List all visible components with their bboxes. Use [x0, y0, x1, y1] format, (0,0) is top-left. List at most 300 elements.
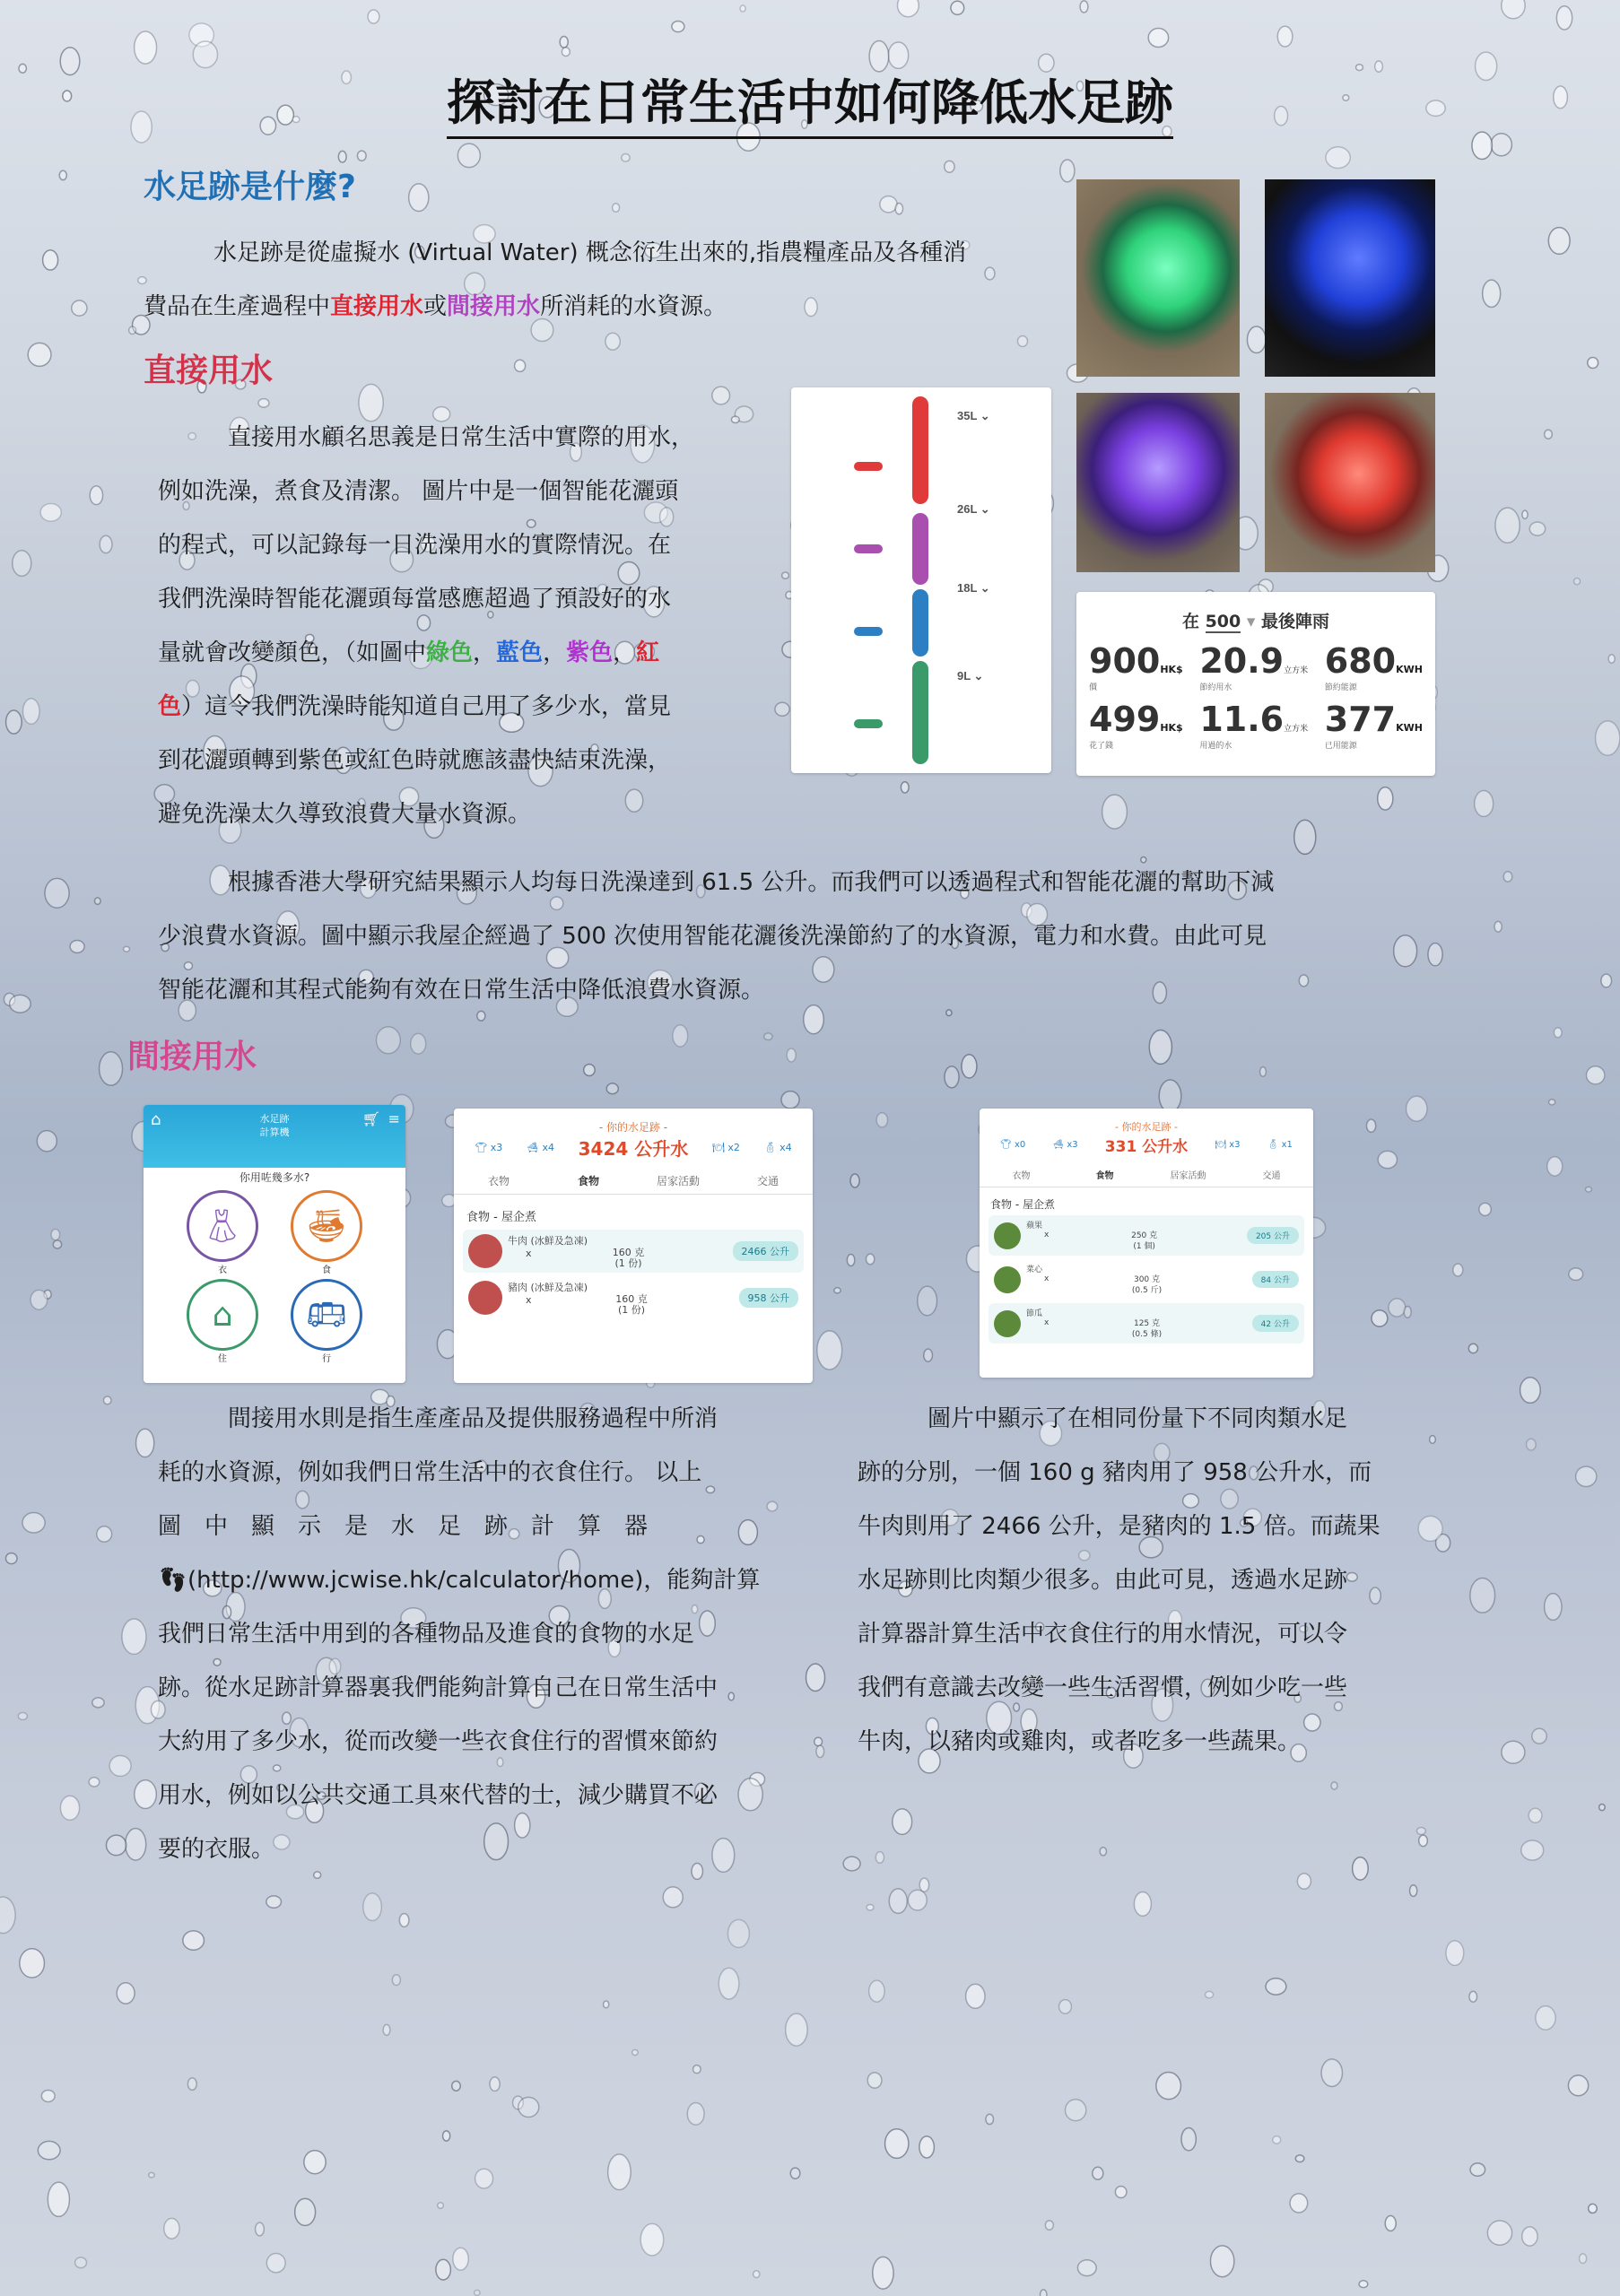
times-sign: x [1044, 1231, 1050, 1239]
water-level-gauge [791, 387, 1051, 773]
raindrop [1468, 1344, 1477, 1352]
raindrop [753, 2271, 760, 2278]
comparison-line: 圖片中顯示了在相同份量下不同肉類水足 [928, 1405, 1348, 1432]
raindrop [357, 151, 366, 161]
food-item-list [454, 1230, 813, 1319]
raindrop [1156, 2073, 1181, 2100]
raindrop [117, 1983, 135, 2004]
raindrop [1608, 655, 1615, 663]
bus-icon: 🚌︎ [291, 1279, 362, 1351]
water-amount-badge: 2466 公升 [733, 1241, 799, 1261]
research-line: 少浪費水資源。圖中顯示我屋企經過了 500 次使用智能花灑後洗澡節約了的水資源，電力和水費。由此可見 [158, 923, 1267, 950]
raindrop [1385, 2216, 1396, 2231]
raindrop [1206, 1991, 1214, 1997]
raindrop [1417, 1827, 1426, 1834]
raindrop [1502, 0, 1525, 19]
raindrop [1290, 2194, 1308, 2213]
raindrop [1410, 1885, 1417, 1897]
raindrop [187, 2078, 196, 2090]
raindrop [1247, 326, 1266, 353]
cart-icon[interactable]: 🛒︎ [361, 1110, 380, 1127]
savings-stats-card [1076, 592, 1435, 776]
raindrop [1470, 1578, 1495, 1613]
raindrop [606, 1083, 618, 1094]
raindrop [1588, 358, 1598, 369]
raindrop [1378, 787, 1393, 810]
raindrop [1404, 1307, 1411, 1318]
heading-indirect-water: 間接用水 [127, 1039, 257, 1075]
indirect-line: 跡。從水足跡計算器裏我們能夠計算自己在日常生活中 [158, 1674, 719, 1701]
raindrop [20, 1949, 45, 1978]
raindrop [97, 1526, 112, 1542]
raindrop [1483, 280, 1501, 307]
raindrop [266, 1896, 282, 1908]
stats-header: 在 500 ▾ 最後陣雨 [1181, 612, 1330, 631]
raindrop [782, 572, 789, 578]
raindrop [1586, 1187, 1592, 1192]
raindrop [457, 144, 480, 168]
food-quantity: 125 克 (0.5 條) [1131, 1319, 1163, 1339]
raindrop [719, 1968, 739, 1999]
raindrop [164, 2218, 179, 2239]
raindrop [89, 1778, 100, 1787]
water-amount-badge: 84 公升 [1252, 1271, 1299, 1288]
raindrop [126, 1829, 146, 1860]
times-sign: x [1044, 1274, 1050, 1283]
raindrop [901, 782, 909, 793]
tab-food[interactable]: 食物 [577, 1175, 599, 1187]
shower-head-red-photo [1265, 393, 1435, 572]
raindrop [781, 1091, 799, 1109]
raindrop [438, 2203, 444, 2208]
raindrop [0, 1897, 15, 1934]
raindrop [1494, 921, 1502, 932]
raindrop [806, 1664, 825, 1691]
raindrop [1549, 1100, 1555, 1105]
raindrop [1389, 1299, 1406, 1317]
raindrop [6, 710, 22, 734]
raindrop [92, 1698, 104, 1708]
raindrop [1479, 1203, 1491, 1215]
gauge-marker [854, 462, 883, 471]
stat-energy-saved: 680KWH 節約能源 [1324, 641, 1423, 692]
menu-icon[interactable]: ≡ [388, 1110, 400, 1127]
shower-head-green-photo [1076, 179, 1240, 377]
food-item-row[interactable] [989, 1215, 1304, 1256]
raindrop [622, 154, 630, 162]
veg-item-list [980, 1215, 1313, 1344]
raindrop [893, 1809, 912, 1834]
raindrop [687, 2103, 704, 2126]
raindrop [518, 2097, 539, 2117]
raindrop [918, 1286, 937, 1316]
raindrop [28, 343, 51, 366]
raindrop [109, 1755, 131, 1776]
food-name: 牛肉 (冰鮮及急凍) [508, 1235, 588, 1247]
raindrop [436, 2259, 450, 2280]
heading-what-is: 水足跡是什麼? [144, 169, 356, 205]
raindrop [392, 1975, 400, 1986]
comparison-line: 計算器計算生活中衣食住行的用水情況，可以令 [858, 1621, 1348, 1648]
raindrop [475, 2169, 493, 2188]
raindrop [562, 48, 570, 57]
stat-money-spent: 499HK$ 花了錢 [1089, 700, 1183, 751]
raindrop [880, 196, 897, 213]
raindrop [1589, 2204, 1597, 2213]
raindrop [90, 486, 102, 505]
raindrop [663, 1887, 683, 1908]
tab-home[interactable]: 居家活動 [1170, 1171, 1206, 1181]
raindrop [1321, 2059, 1342, 2087]
stat-energy-used: 377KWH 已用能源 [1324, 700, 1423, 751]
raindrop [605, 333, 620, 350]
raindrop [1601, 974, 1612, 987]
raindrop [1470, 2163, 1485, 2176]
raindrop [1547, 1157, 1563, 1176]
category-food[interactable]: 🍜︎ 食 [274, 1190, 379, 1275]
raindrop [1359, 2281, 1368, 2288]
raindrop [1059, 2000, 1072, 2014]
raindrop [875, 1852, 884, 1864]
raindrop [183, 1931, 205, 1950]
category-grid [144, 1185, 405, 1370]
raindrop [1521, 1840, 1544, 1860]
raindrop [122, 1619, 146, 1654]
raindrop [18, 1713, 27, 1720]
intro-line-1: 水足跡是從虛擬水 (Virtual Water) 概念衍生出來的,指農糧產品及各種消 [213, 239, 967, 266]
food-name: 豬肉 (冰鮮及急凍) [508, 1282, 588, 1293]
raindrop [304, 2151, 326, 2174]
raindrop [136, 1429, 154, 1457]
raindrop [60, 1796, 79, 1820]
raindrop [867, 1254, 875, 1265]
times-sign: x [526, 1248, 532, 1259]
calculator-home-screenshot [144, 1105, 405, 1383]
raindrop [1372, 1310, 1388, 1326]
food-quantity: 250 克 (1 個) [1131, 1231, 1158, 1251]
raindrop [834, 1288, 840, 1293]
raindrop [490, 2077, 500, 2091]
tab-food[interactable]: 食物 [1095, 1171, 1114, 1181]
raindrop [70, 940, 84, 952]
raindrop [816, 1745, 824, 1757]
home-icon[interactable]: ⌂ [151, 1110, 161, 1129]
gauge-level-label: 26L ⌄ [957, 502, 990, 516]
indirect-line: 要的衣服。 [158, 1836, 275, 1863]
raindrop [266, 2254, 285, 2273]
food-item-row[interactable] [463, 1276, 804, 1319]
raindrop [775, 702, 789, 716]
raindrop [53, 1240, 61, 1248]
raindrop [1522, 510, 1528, 518]
raindrop [129, 326, 136, 335]
dish-count: 🍽︎ x2 [711, 1142, 740, 1153]
app-title: 水足跡 計算機 [259, 1113, 290, 1138]
raindrop [869, 1980, 884, 2002]
raindrop [876, 1113, 887, 1127]
raindrop [786, 2013, 807, 2046]
bottle-count: 🧴︎ x4 [763, 1142, 792, 1153]
raindrop [1428, 943, 1442, 965]
comparison-line: 我們有意識去改變一些生活習慣，例如少吃一些 [858, 1674, 1348, 1701]
raindrop [672, 21, 684, 31]
raindrop [560, 36, 568, 48]
raindrop [1159, 1080, 1181, 1112]
raindrop [897, 0, 919, 17]
gauge-level-label: 18L ⌄ [957, 581, 990, 595]
raindrop [1045, 2221, 1053, 2230]
raindrop [13, 551, 31, 577]
food-name: 菜心 [1026, 1265, 1043, 1274]
raindrop [1149, 1030, 1171, 1064]
raindrop [1148, 29, 1168, 48]
raindrop [1556, 6, 1572, 30]
raindrop [124, 946, 130, 952]
direct-line: 避免洗澡太久導致浪費大量水資源。 [158, 801, 532, 828]
gauge-segment [912, 589, 928, 657]
raindrop [376, 1027, 400, 1054]
raindrop [1060, 160, 1075, 182]
raindrop [919, 2136, 935, 2158]
raindrop [1134, 1892, 1151, 1916]
raindrop [632, 2049, 638, 2055]
gauge-marker [854, 627, 883, 636]
raindrop [1353, 1857, 1369, 1880]
raindrop [1100, 1848, 1106, 1856]
raindrop [951, 1, 964, 14]
raindrop [452, 2081, 461, 2091]
raindrop [924, 1349, 933, 1361]
stats-row-1 [1076, 632, 1435, 692]
raindrop [103, 1396, 110, 1405]
raindrop [1407, 1096, 1427, 1121]
raindrop [673, 1025, 688, 1047]
raindrop [604, 2001, 609, 2008]
raindrop [908, 1890, 927, 1910]
direct-line: 直接用水顧名思義是日常生活中實際的用水， [228, 424, 695, 451]
raindrop [1527, 1439, 1537, 1450]
raindrop [1469, 1991, 1477, 2002]
raindrop [40, 503, 61, 521]
raindrop [873, 2257, 893, 2289]
raindrop [51, 1229, 60, 1239]
raindrop [1503, 872, 1512, 882]
raindrop [962, 1055, 977, 1078]
raindrop [847, 1254, 854, 1265]
raindrop [1273, 2136, 1281, 2144]
food-thumbnail-icon [468, 1234, 502, 1268]
dress-icon: 👗︎ [187, 1190, 258, 1262]
raindrop [1331, 1782, 1337, 1789]
raindrop [814, 1737, 823, 1745]
shower-gauge-screenshot [791, 387, 1051, 773]
raindrop [1532, 1728, 1546, 1744]
veg-footprint-screenshot [980, 1109, 1313, 1378]
house-icon: ⌂ [187, 1279, 258, 1351]
tab-clothing[interactable]: 衣物 [487, 1175, 510, 1187]
gauge-segment [912, 513, 928, 585]
raindrop [1066, 2100, 1086, 2121]
food-item-row[interactable] [463, 1230, 804, 1273]
indirect-line: 大約用了多少水，從而改變一些衣食住行的習慣來節約 [158, 1728, 719, 1755]
section-label: 食物 - 屋企煮 [990, 1198, 1055, 1211]
raindrop [1181, 2127, 1196, 2150]
indirect-paragraph [158, 1392, 806, 1876]
water-amount-badge: 205 公升 [1247, 1227, 1299, 1244]
raindrop [817, 1331, 842, 1370]
category-clothing[interactable]: 👗︎ 衣 [170, 1190, 274, 1275]
bath-count: 🛁︎ x4 [526, 1142, 554, 1153]
raindrop [295, 2198, 316, 2225]
raindrop [1326, 147, 1350, 169]
comparison-line: 跡的分別，一個 160 g 豬肉用了 958 公升水，而 [858, 1459, 1372, 1486]
category-tabs [454, 1171, 813, 1195]
direct-paragraph [158, 411, 759, 841]
category-transport[interactable]: 🚌︎ 行 [274, 1279, 379, 1364]
raindrop [106, 1835, 126, 1856]
direct-line: 色）這令我們洗澡時能知道自己用了多少水，當見 [158, 693, 672, 720]
indirect-line: 👣︎(http://www.jcwise.hk/calculator/home)，能夠計算 [158, 1567, 761, 1594]
raindrop [764, 1033, 772, 1040]
research-line: 根據香港大學研究結果顯示人均每日洗澡達到 61.5 公升。而我們可以透過程式和智能花灑的幫助下減 [228, 869, 1275, 896]
raindrop [5, 1553, 17, 1564]
intro-paragraph [144, 226, 1050, 334]
food-name: 節瓜 [1026, 1309, 1043, 1318]
raindrop [475, 2290, 480, 2295]
comparison-paragraph [858, 1392, 1428, 1769]
raindrop [1430, 1436, 1436, 1444]
direct-line: 我們洗澡時智能花灑頭每當感應超過了預設好的水 [158, 586, 672, 613]
raindrop [1294, 820, 1316, 854]
raindrop [258, 399, 269, 408]
times-sign: x [1044, 1318, 1050, 1327]
raindrop [1554, 1028, 1562, 1038]
footprint-summary [980, 1134, 1313, 1156]
raindrop [1599, 1805, 1606, 1811]
raindrop [30, 1290, 48, 1309]
raindrop [740, 5, 745, 12]
raindrop [867, 1904, 874, 1909]
raindrop [1093, 2167, 1103, 2179]
footprint-icon: 👣︎ [158, 1567, 188, 1594]
tab-transport[interactable]: 交通 [1262, 1171, 1281, 1181]
tab-transport[interactable]: 交通 [756, 1175, 779, 1187]
raindrop [790, 2168, 800, 2179]
raindrop [1569, 1268, 1583, 1280]
category-home[interactable]: ⌂ 住 [170, 1279, 274, 1364]
raindrop [409, 184, 429, 212]
raindrop [895, 203, 903, 213]
page-title: 探討在日常生活中如何降低水足跡 [0, 65, 1620, 134]
food-thumbnail-icon [468, 1281, 502, 1315]
bowl-icon: 🍜︎ [291, 1190, 362, 1262]
times-sign: x [526, 1294, 532, 1306]
raindrop [1419, 1835, 1428, 1846]
raindrop [1115, 2187, 1127, 2198]
raindrop [850, 1174, 859, 1187]
raindrop [1266, 1979, 1286, 1995]
raindrop [986, 2114, 994, 2124]
indirect-line: 用水，例如以公共交通工具來代替的士，減少購買不必 [158, 1782, 719, 1809]
raindrop [256, 2222, 265, 2236]
raindrop [45, 878, 69, 908]
category-tabs [980, 1165, 1313, 1187]
raindrop [945, 161, 954, 172]
tab-clothing[interactable]: 衣物 [1012, 1171, 1031, 1181]
direct-line: 量就會改變顏色，（如圖中綠色，藍色，紫色，紅 [158, 639, 660, 666]
raindrop [37, 1131, 57, 1152]
stats-row-2 [1076, 692, 1435, 751]
raindrop [1491, 134, 1511, 156]
water-amount-badge: 958 公升 [739, 1288, 799, 1308]
shower-head-blue-photo [1265, 179, 1435, 377]
raindrop [1529, 522, 1545, 535]
food-item-row[interactable] [989, 1259, 1304, 1300]
research-line: 智能花灑和其程式能夠有效在日常生活中降低浪費水資源。 [158, 977, 765, 1004]
raindrop [919, 1878, 928, 1892]
total-water: 3424 公升水 [578, 1138, 689, 1160]
raindrop [383, 2024, 390, 2035]
raindrop [1487, 2221, 1511, 2245]
food-quantity: 300 克 (0.5 斤) [1131, 1275, 1163, 1295]
raindrop [41, 2090, 55, 2101]
raindrop [72, 300, 87, 316]
indirect-line: 圖 中 顯 示 是 水 足 跡 計 算 器 [158, 1513, 649, 1540]
food-thumbnail-icon [994, 1266, 1021, 1293]
indirect-line: 耗的水資源，例如我們日常生活中的衣食住行。 以上 [158, 1459, 702, 1486]
raindrop [843, 1857, 860, 1871]
tab-home[interactable]: 居家活動 [656, 1175, 700, 1187]
raindrop [48, 2182, 69, 2216]
raindrop [1536, 2006, 1555, 2030]
food-item-row[interactable] [989, 1303, 1304, 1344]
footprint-subtitle: - 你的水足跡 - [1115, 1121, 1178, 1133]
raindrop [1295, 2155, 1303, 2162]
stat-water-saved: 20.9立方米 節約用水 [1199, 641, 1309, 692]
raindrop [1574, 578, 1581, 584]
raindrop [1580, 2254, 1587, 2264]
raindrop [787, 1048, 796, 1062]
raindrop [1472, 132, 1492, 159]
raindrop [135, 31, 157, 64]
raindrop [885, 2129, 909, 2159]
gauge-level-label: 35L ⌄ [957, 409, 990, 422]
raindrop [1446, 1941, 1464, 1966]
food-thumbnail-icon [994, 1310, 1021, 1337]
raindrop [1548, 228, 1570, 255]
comparison-line: 牛肉則用了 2466 公升，是豬肉的 1.5 倍。而蔬果 [858, 1513, 1380, 1540]
direct-line: 例如洗澡，煮食及清潔。 圖片中是一個智能花灑頭 [158, 478, 679, 505]
raindrop [38, 2141, 60, 2159]
raindrop [712, 387, 730, 404]
raindrop [368, 10, 379, 23]
section-label: 食物 - 屋企煮 [466, 1211, 536, 1224]
raindrop [1502, 1741, 1525, 1763]
raindrop [1522, 2227, 1537, 2246]
total-water: 331 公升水 [1104, 1138, 1189, 1156]
gauge-marker [854, 544, 883, 553]
water-amount-badge: 42 公升 [1252, 1315, 1299, 1332]
raindrop [22, 1513, 45, 1533]
bottle-count: 🧴︎ x1 [1267, 1140, 1293, 1150]
raindrop [100, 535, 112, 552]
raindrop [584, 1065, 595, 1076]
raindrop [966, 1984, 985, 2008]
raindrop [1260, 1067, 1267, 1077]
raindrop [1545, 1594, 1562, 1621]
meat-footprint-screenshot [454, 1109, 813, 1383]
raindrop [100, 1052, 123, 1085]
